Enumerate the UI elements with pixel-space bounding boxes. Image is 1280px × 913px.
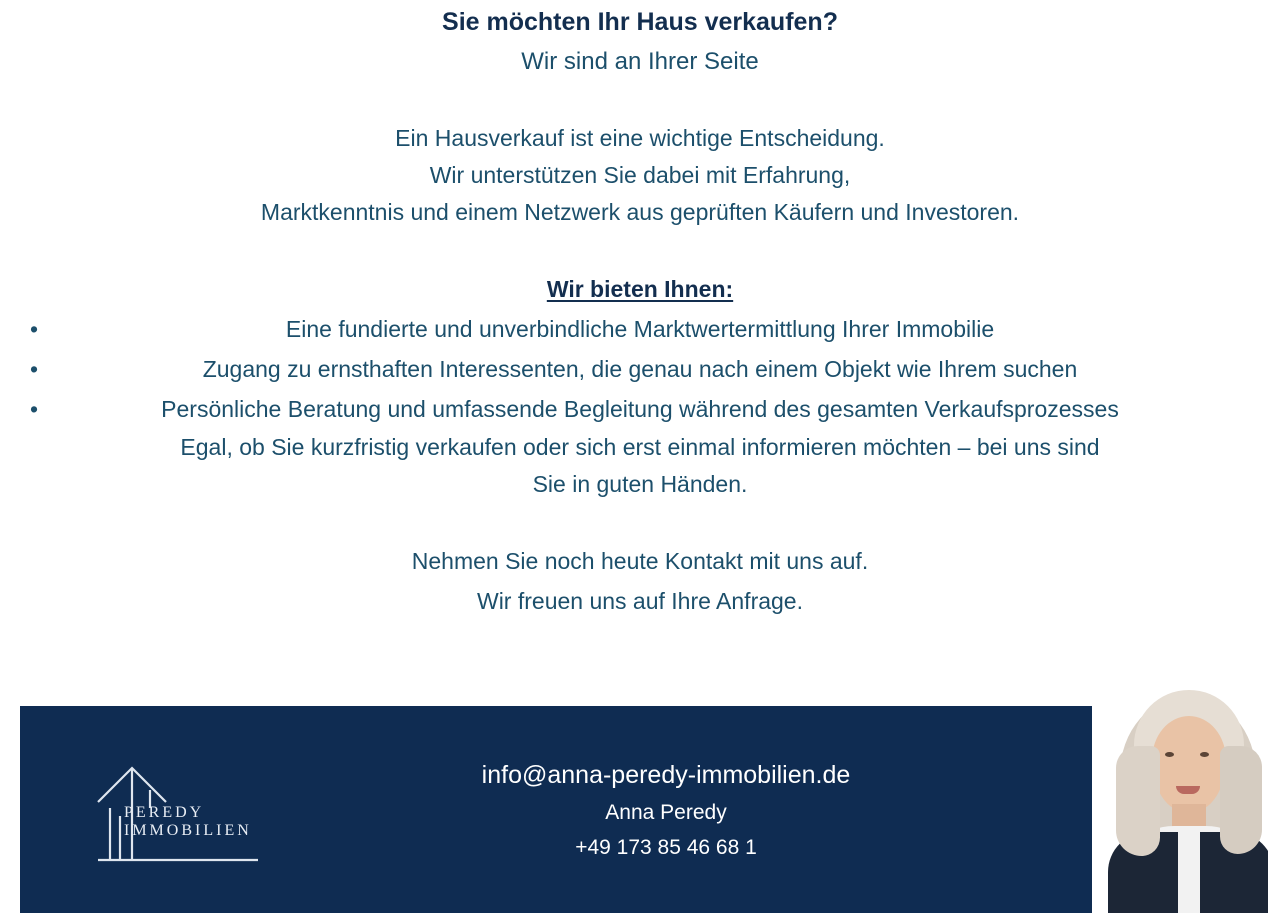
intro-line-2: Wir unterstützen Sie dabei mit Erfahrung, bbox=[429, 162, 851, 188]
logo-wordmark bbox=[124, 804, 252, 840]
offer-section-title bbox=[10, 269, 1270, 309]
avatar bbox=[1108, 686, 1268, 913]
bullet-icon: • bbox=[30, 316, 39, 342]
page-title: Sie möchten Ihr Haus verkaufen? bbox=[442, 8, 838, 36]
bullet-icon: • bbox=[30, 356, 39, 382]
list-item-label: Persönliche Beratung und umfassende Begleitung während des gesamten Verkaufsprozesses bbox=[161, 396, 1119, 422]
contact-name: Anna Peredy bbox=[605, 800, 727, 824]
page-subtitle: Wir sind an Ihrer Seite bbox=[521, 48, 759, 75]
contact-email[interactable]: info@anna-peredy-immobilien.de bbox=[481, 760, 851, 789]
list-item bbox=[10, 349, 1270, 389]
list-item bbox=[10, 309, 1270, 349]
list-item-label: Zugang zu ernsthaften Interessenten, die genau nach einem Objekt wie Ihrem suchen bbox=[202, 356, 1078, 382]
offer-list bbox=[10, 309, 1270, 429]
portrait-eye-left bbox=[1165, 752, 1174, 757]
logo-graphic bbox=[80, 750, 270, 870]
contact-details bbox=[320, 755, 1092, 865]
offer-section-title-text: Wir bieten Ihnen: bbox=[546, 276, 734, 302]
portrait-hair-right bbox=[1220, 746, 1262, 854]
spacer bbox=[10, 503, 1270, 541]
portrait-eye-right bbox=[1200, 752, 1209, 757]
portrait-hair-left bbox=[1116, 746, 1160, 856]
logo-line-2: IMMOBILIEN bbox=[124, 821, 252, 839]
brand-logo bbox=[20, 750, 320, 870]
closing-line-2: Wir freuen uns auf Ihre Anfrage. bbox=[476, 588, 803, 614]
intro-line-1: Ein Hausverkauf ist eine wichtige Entscheidung. bbox=[395, 125, 885, 151]
logo-line-1: PEREDY bbox=[124, 803, 205, 821]
note-line-1: Egal, ob Sie kurzfristig verkaufen oder sich erst einmal informieren möchten – bei uns sind bbox=[180, 434, 1100, 460]
intro-line-3: Marktkenntnis und einem Netzwerk aus geprüften Käufern und Investoren. bbox=[260, 199, 1020, 225]
spacer bbox=[10, 231, 1270, 269]
portrait-face bbox=[1152, 716, 1226, 812]
bullet-icon: • bbox=[30, 396, 39, 422]
note-line-2: Sie in guten Händen. bbox=[532, 471, 748, 497]
spacer bbox=[10, 82, 1270, 120]
contact-banner bbox=[20, 706, 1092, 913]
list-item-label: Eine fundierte und unverbindliche Marktwertermittlung Ihrer Immobilie bbox=[285, 316, 995, 342]
closing-line-1: Nehmen Sie noch heute Kontakt mit uns auf. bbox=[411, 548, 869, 574]
list-item bbox=[10, 389, 1270, 429]
contact-phone[interactable]: +49 173 85 46 68 1 bbox=[575, 835, 757, 859]
